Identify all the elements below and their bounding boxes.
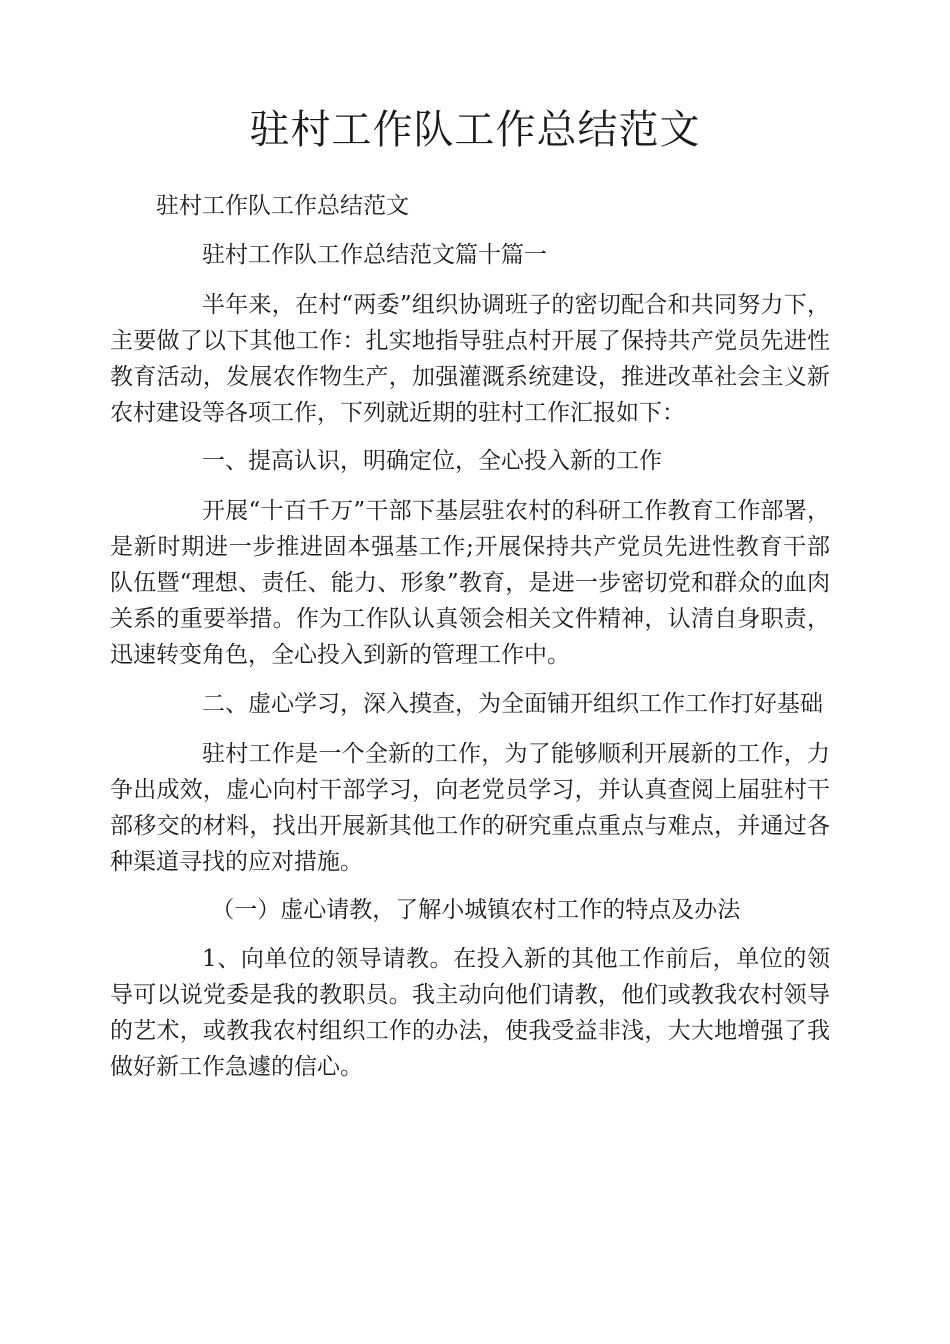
section-2-heading: 二、虚心学习，深入摸查，为全面铺开组织工作工作打好基础 [202, 691, 823, 717]
item-1-paragraph: 1、向单位的领导请教。在投入新的其他工作前后，单位的领导可以说党委是我的教职员。我主动向他们请教，他们或教我农村领导的艺术，或教我农村组织工作的办法，使我受益非浅，大大地增强了我做好新工作急遽的信心。 [110, 946, 830, 1080]
article-heading: 驻村工作队工作总结范文篇十篇一 [202, 242, 547, 268]
intro-paragraph: 半年来，在村“两委”组织协调班子的密切配合和共同努力下，主要做了以下其他工作：扎实地指导驻点村开展了保持共产党员先进性教育活动，发展农作物生产，加强灌溉系统建设，推进改革社会主义新农村建设等各项工作，下列就近期的驻村工作汇报如下： [110, 292, 830, 426]
document-title: 驻村工作队工作总结范文 [249, 107, 701, 153]
section-2-paragraph: 驻村工作是一个全新的工作，为了能够顺利开展新的工作，力争出成效，虚心向村干部学习，向老党员学习，并认真查阅上届驻村干部移交的材料，找出开展新其他工作的研究重点重点与难点，并通过各种渠道寻找的应对措施。 [110, 741, 830, 875]
document-subtitle: 驻村工作队工作总结范文 [156, 193, 409, 219]
section-1-heading: 一、提高认识，明确定位，全心投入新的工作 [202, 448, 662, 474]
subsection-1-heading: （一）虚心请教，了解小城镇农村工作的特点及办法 [211, 897, 741, 923]
section-1-paragraph: 开展“十百千万”干部下基层驻农村的科研工作教育工作部署，是新时期进一步推进固本强基工作;开展保持共产党员先进性教育干部队伍暨“理想、责任、能力、形象”教育，是进一步密切党和群众的血肉关系的重要举措。作为工作队认真领会相关文件精神，认清自身职责，迅速转变角色，全心投入到新的管理工作中。 [110, 498, 830, 668]
document-body [110, 188, 830, 1085]
